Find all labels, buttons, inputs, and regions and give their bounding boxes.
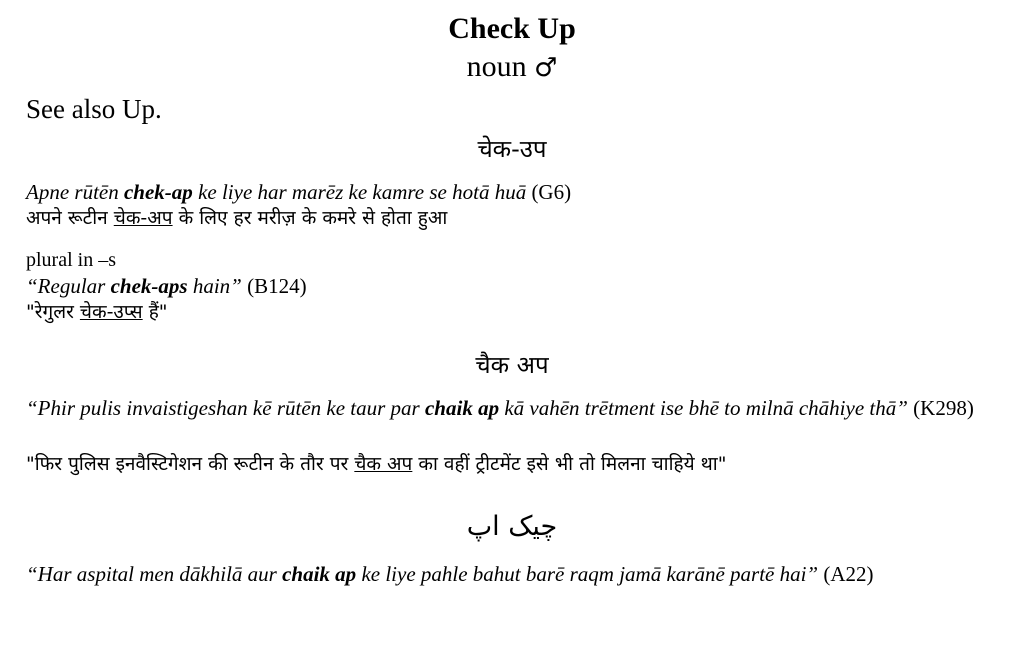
- example-term: chaik ap: [282, 562, 357, 586]
- source-citation: (G6): [526, 180, 572, 204]
- example-text: "रेगुलर: [26, 301, 80, 323]
- section-heading-devanagari-2: चैक अप: [475, 351, 549, 379]
- example-text: kā vahēn trētment ise bhē to milnā chāhiye thā”: [499, 396, 908, 420]
- section-heading-urdu: چیک اپ: [466, 511, 558, 542]
- example-term: chek-aps: [110, 274, 188, 298]
- see-also-note: See also Up.: [26, 94, 162, 124]
- example-transliteration: [26, 274, 307, 298]
- example-text: Apne rūtēn: [26, 180, 124, 204]
- pos-label: noun: [466, 50, 527, 83]
- example-text: अपने रूटीन: [26, 207, 114, 229]
- masculine-gender-icon: ♂: [534, 53, 558, 83]
- example-term: चेक-अप: [113, 207, 173, 229]
- example-text: hain”: [187, 274, 242, 298]
- example-text: ke liye har marēz ke kamre se hotā huā: [192, 180, 527, 204]
- example-text: ke liye pahle bahut barē raqm jamā karānē partē hai”: [356, 562, 819, 586]
- example-transliteration: [26, 180, 571, 204]
- headword: Check Up: [448, 12, 576, 45]
- example-term: chaik ap: [424, 396, 500, 420]
- example-text: “Phir pulis invaistigeshan kē rūtēn ke taur par: [26, 396, 425, 420]
- example-term: चैक अप: [354, 453, 413, 475]
- plural-note: plural in –s: [26, 249, 116, 271]
- source-citation: (A22): [818, 562, 874, 586]
- source-citation: (B124): [241, 274, 307, 298]
- example-transliteration: [26, 562, 1002, 586]
- section-heading-devanagari-1: चेक-उप: [477, 135, 547, 163]
- example-text: हैं": [142, 301, 168, 323]
- example-term: chek-ap: [123, 180, 193, 204]
- source-citation: (K298): [907, 396, 974, 420]
- example-text: के लिए हर मरीज़ के कमरे से होता हुआ: [172, 207, 448, 229]
- example-text: "फिर पुलिस इनवैस्टिगेशन की रूटीन के तौर पर: [26, 453, 355, 475]
- example-transliteration: [26, 396, 1002, 420]
- example-text: “Har aspital men dākhilā aur: [26, 562, 283, 586]
- example-text: “Regular: [26, 274, 111, 298]
- example-text: का वहीं ट्रीटमेंट इसे भी तो मिलना चाहिये था": [412, 453, 727, 475]
- example-term: चेक-उप्स: [79, 301, 143, 323]
- example-devanagari: [26, 300, 168, 324]
- part-of-speech: [0, 50, 1024, 85]
- example-devanagari: [26, 452, 726, 476]
- example-devanagari: [26, 206, 447, 230]
